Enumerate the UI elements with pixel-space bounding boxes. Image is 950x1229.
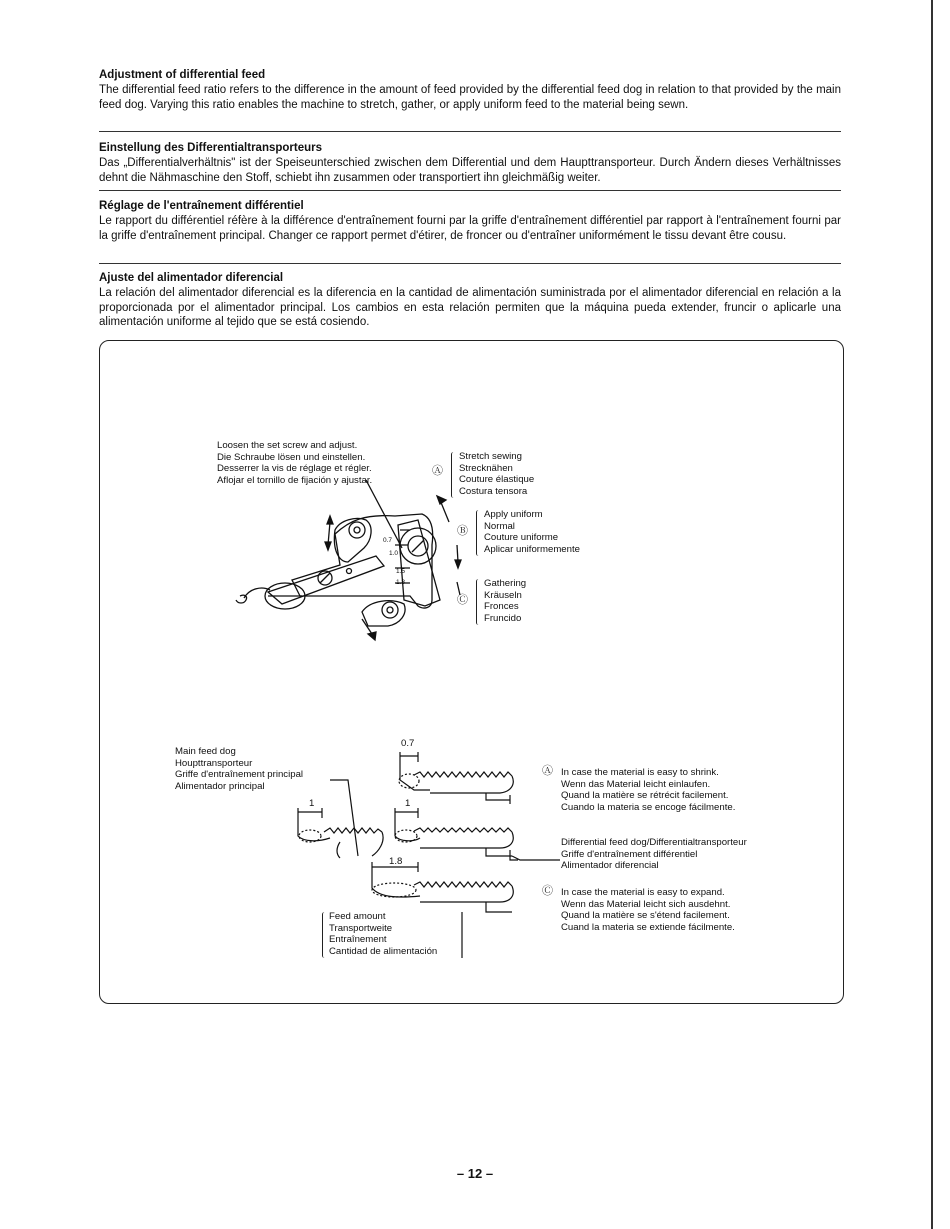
feed-amount-label: Feed amount Transportweite Entraînement Cantidad de alimentación [329,911,438,957]
section-body: La relación del alimentador diferencial es la diferencia en la cantidad de alimentación suministrada por el alimentador diferencial en relación a la proporcionada por el alimentador principal. Los cambios en esta relación permiten que la máquina pueda extender, fruncir o aplicarle una alimentación uniforme al tejido que se está cosiendo. [99,287,841,328]
mode-c-labels: Gathering Kräuseln Fronces Fruncido [484,578,527,624]
mark-b: Ⓑ [457,525,468,537]
mark-a: Ⓐ [432,465,443,477]
scale-label-18: 1.8 [396,579,406,586]
differential-feed-dog-label: Differential feed dog/Differentialtransporteur Griffe d'entraînement différentiel Alimentador diferencial [561,837,747,872]
dim-1-8: 1.8 [389,856,403,867]
mark-c: Ⓒ [457,594,468,606]
page-number: – 12 – [456,1166,494,1181]
section-heading: Réglage de l'entraînement différentiel [99,200,304,212]
brace [322,912,327,958]
section-body: Le rapport du différentiel réfère à la différence d'entraînement fourni par la griffe d'entraînement différentiel par rapport à l'entraînement fourni par la griffe d'entraînement principal. Changer ce rapport permet d'étirer, de froncer ou d'entraîner uniformément le tissu devant être cousu. [99,215,841,242]
scale-label-15: 1.5 [396,568,406,575]
section-body: The differential feed ratio refers to the difference in the amount of feed provided by the differential feed dog in relation to that provided by the main feed dog. Varying this ratio enables the machine to stretch, gather, or apply uniform feed to the material being sewn. [99,84,841,111]
dim-1-main: 1 [309,798,315,809]
dim-0-7: 0.7 [401,738,415,749]
instruction-text: Loosen the set screw and adjust. Die Schraube lösen und einstellen. Desserrer la vis de réglage et régler. Aflojar el tornillo de fijación y ajustar. [217,440,373,486]
case-a-mark: Ⓐ [542,765,553,777]
case-c-mark: Ⓒ [542,885,553,897]
case-a-text: In case the material is easy to shrink. Wenn das Material leicht einlaufen. Quand la matière se rétrécit facilement. Cuando la materia se encoge fácilmente. [561,767,736,813]
section-heading: Adjustment of differential feed [99,69,266,81]
section-heading: Einstellung des Differentialtransporteurs [99,142,323,154]
main-feed-dog-label: Main feed dog Houpttransporteur Griffe d'entraînement principal Alimentador principal [175,746,304,792]
case-c-text: In case the material is easy to expand. Wenn das Material leicht sich ausdehnt. Quand la matière se s'étend facilement. Cuand la materia se extiende fácilmente. [561,887,735,933]
scale-label-07: 0.7 [383,537,393,544]
scale-label-10: 1.0 [389,550,399,557]
mode-b-labels: Apply uniform Normal Couture uniforme Aplicar uniformemente [484,509,580,555]
dim-1-diff: 1 [405,798,411,809]
mode-a-labels: Stretch sewing Strecknähen Couture élastique Costura tensora [459,451,535,497]
section-body: Das „Differentialverhältnis" ist der Speiseunterschied zwischen dem Differential und dem Haupttransporteur. Durch Ändern dieses Verhältnisses dehnt die Nähmaschine den Stoff, schiebt ihn zusammen oder transportiert ihn gleichmäßig weiter. [99,157,841,184]
section-heading: Ajuste del alimentador diferencial [99,272,284,284]
